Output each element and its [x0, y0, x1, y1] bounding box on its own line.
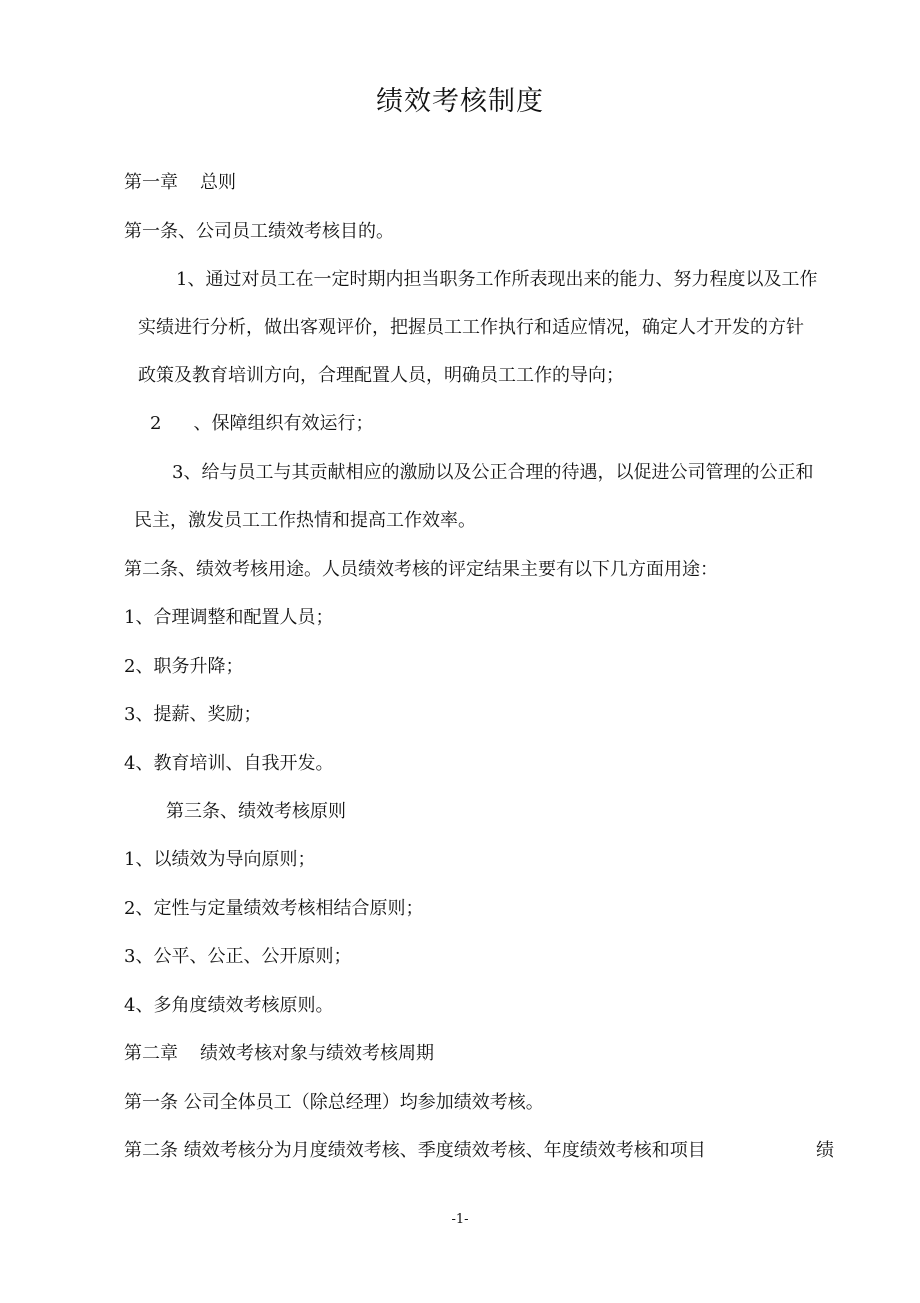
article-2-heading: 第二条、绩效考核用途。人员绩效考核的评定结果主要有以下几方面用途： — [124, 559, 718, 580]
article-2-item-1: 1、合理调整和配置人员； — [124, 607, 334, 628]
article-3-item-1: 1、以绩效为导向原则； — [124, 849, 316, 870]
chapter-2-label: 第二章 — [124, 1043, 178, 1064]
article-3-item-3: 3、公平、公正、公开原则； — [124, 946, 352, 967]
article-1-item-1-line-2: 实绩进行分析，做出客观评价，把握员工工作执行和适应情况，确定人才开发的方针 — [138, 317, 804, 338]
chapter-1-heading — [124, 171, 236, 195]
article-1-item-3-line-2: 民主，激发员工工作热情和提高工作效率。 — [134, 510, 476, 531]
chapter-2-name: 绩效考核对象与绩效考核周期 — [200, 1043, 434, 1064]
chapter-2-heading — [124, 1042, 434, 1066]
document-title: 绩效考核制度 — [376, 86, 544, 117]
chapter-2-article-2-trailing: 绩 — [816, 1140, 834, 1161]
article-1-item-2-number: 2 — [150, 413, 162, 434]
chapter-2-article-2: 第二条 绩效考核分为月度绩效考核、季度绩效考核、年度绩效考核和项目 — [124, 1140, 706, 1161]
article-2-item-3: 3、提薪、奖励； — [124, 704, 262, 725]
article-1-heading: 第一条、公司员工绩效考核目的。 — [124, 221, 394, 242]
article-2-item-2: 2、职务升降； — [124, 656, 244, 677]
article-2-item-4: 4、教育培训、自我开发。 — [124, 753, 334, 774]
article-1-item-2-text: 、保障组织有效运行； — [193, 413, 374, 434]
article-1-item-2 — [150, 412, 373, 436]
chapter-2-article-1: 第一条 公司全体员工（除总经理）均参加绩效考核。 — [124, 1092, 544, 1113]
chapter-1-name: 总则 — [200, 172, 236, 193]
article-1-item-1-line-1: 1、通过对员工在一定时期内担当职务工作所表现出来的能力、努力程度以及工作 — [176, 269, 818, 290]
article-3-heading: 第三条、绩效考核原则 — [166, 801, 346, 822]
article-1-item-3-line-1: 3、给与员工与其贡献相应的激励以及公正合理的待遇，以促进公司管理的公正和 — [172, 462, 814, 483]
chapter-1-label: 第一章 — [124, 172, 178, 193]
article-3-item-4: 4、多角度绩效考核原则。 — [124, 995, 334, 1016]
page-number: -1- — [451, 1212, 469, 1227]
article-1-item-1-line-3: 政策及教育培训方向，合理配置人员，明确员工工作的导向； — [138, 365, 624, 386]
article-3-item-2: 2、定性与定量绩效考核相结合原则； — [124, 898, 424, 919]
